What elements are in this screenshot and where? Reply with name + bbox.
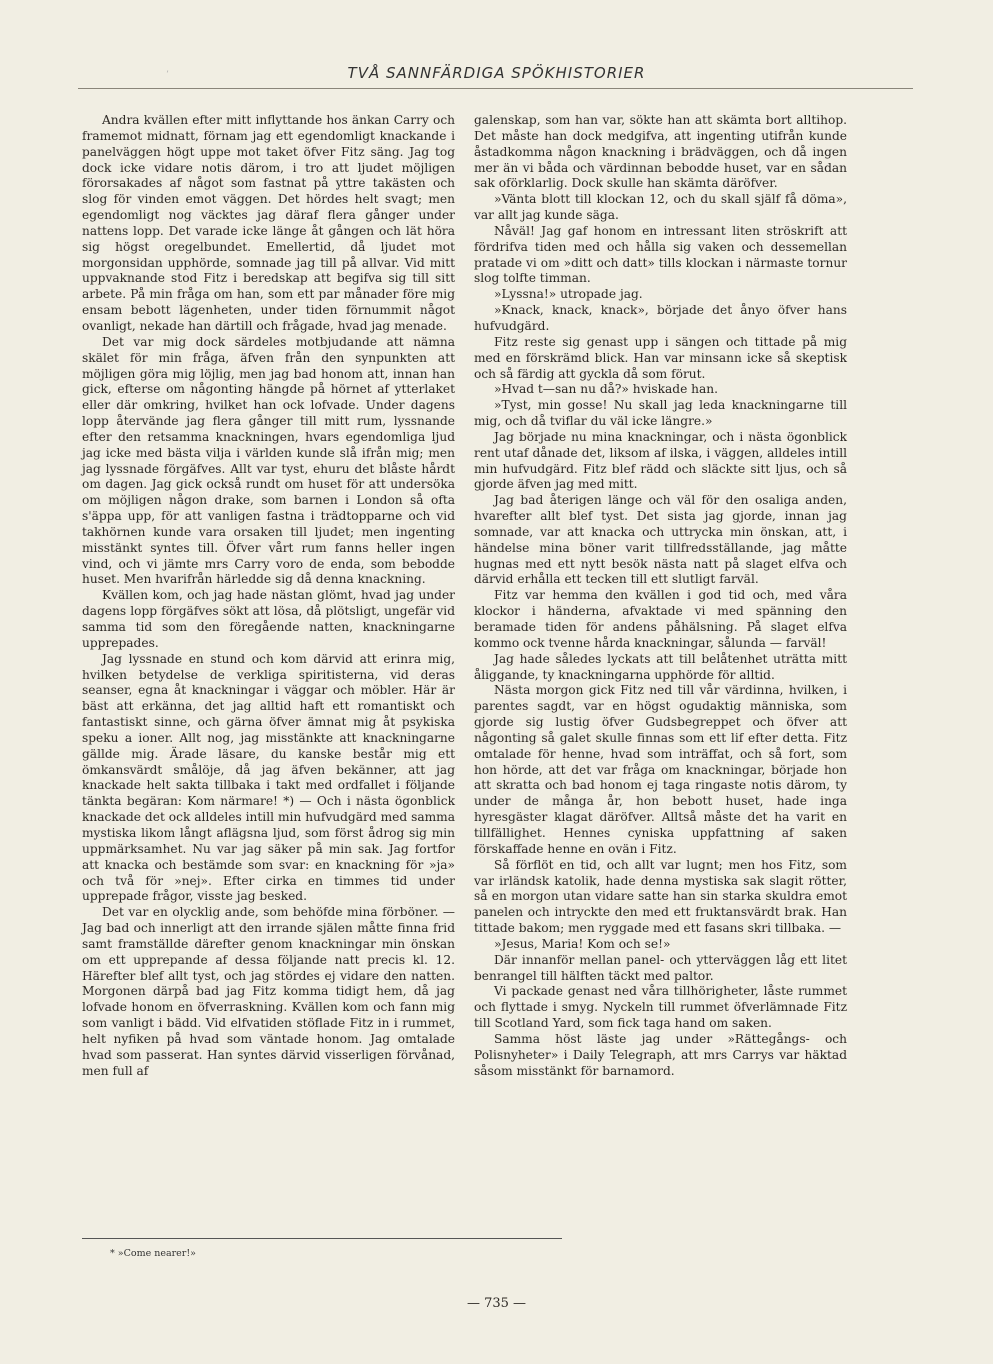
corner-mark: ʼ [166,70,169,79]
paragraph: Jag började nu mina knackningar, och i nästa ögonblick rent utaf dånade det, liksom af ilska, i väggen, alldeles intill min hufvudgärd. Fitz blef rädd och släckte sitt ljus, och så gjorde äfven jag med mitt. [474,429,847,492]
paragraph: Jag hade således lyckats att till belåtenhet uträtta mitt åliggande, ty knackningarna upphörde för alltid. [474,651,847,682]
paragraph: Vi packade genast ned våra tillhörigheter, låste rummet och flyttade i smyg. Nyckeln till rummet öfverlämnade Fitz till Scotland Yard, som fick taga hand om saken. [474,984,847,1031]
paragraph: Det var en olycklig ande, som behöfde mina förböner. — Jag bad och innerligt att den irrande själen måtte finna frid samt framställde därefter genom knackningar min önskan om ett upprepande af dessa följande natt precis kl. 12. Härefter blef allt tyst, och jag stördes ej vidare den natten. Morgonen därpå bad jag Fitz komma tidigt hem, då jag lofvade honom en öfverraskning. Kvällen kom och fann mig som vanligt i bädd. Vid elfvatiden stöflade Fitz in i rummet, helt nyfiken på hvad som väntade honom. Jag omtalade hvad som passerat. Han syntes därvid visserligen förvånad, men full af [82,905,455,1078]
paragraph: Kvällen kom, och jag hade nästan glömt, hvad jag under dagens lopp förgäfves sökt att lösa, då plötsligt, ungefär vid samma tid som den föregående natten, knackningarne upprepades. [82,588,455,650]
paragraph: Det var mig dock särdeles motbjudande att nämna skälet för min fråga, äfven från den synpunkten att möjligen göra mig löjlig, men jag bad honom att, innan han gick, efterse om någonting hängde på hörnet af ytterlaket eller där omkring, hvilket han ock lofvade. Under dagens lopp återvände jag flera gånger till mitt rum, lyssnande efter den retsamma knackningen, hvars egendomliga ljud jag icke med bästa vilja i världen kunde slå ifrån mig; men jag lyssnade förgäfves. Allt var tyst, ehuru det blåste hårdt om dagen. Jag gick också rundt om huset för att undersöka om möjligen någon drake, som barnen i London så ofta s'äppa upp, för att vanligen fastna i trädtopparne och vid takhörnen kunde vara orsaken till ljudet; men ingenting misstänkt syntes till. Öfver vårt rum fanns heller ingen vind, och vi jämte mrs Carry voro de enda, som bebodde huset. Men hvarifrån härledde sig då denna knackning. [82,334,455,587]
paragraph: galenskap, som han var, sökte han att skämta bort alltihop. Det måste han dock medgifva, att ingenting utifrån kunde åstadkomma någon knackning i brädväggen, och då ingen mer än vi båda och värdinnan bebodde huset, var en sådan sak oförklarlig. Dock skulle han skämta däröfver. [474,113,847,191]
footnote-rule [82,1238,562,1239]
paragraph: »Lyssna!» utropade jag. [494,287,643,302]
paragraph: »Knack, knack, knack», började det ånyo öfver hans hufvudgärd. [474,303,847,333]
paragraph: Samma höst läste jag under »Rättegångs- och Polisnyheter» i Daily Telegraph, att mrs Carrys var häktad såsom misstänkt för barnamord. [474,1031,847,1078]
header-rule [78,88,913,89]
paragraph: »Hvad t—san nu då?» hviskade han. [494,382,719,397]
paragraph: Så förflöt en tid, och allt var lugnt; men hos Fitz, som var irländsk katolik, hade denna mystiska sak slagit rötter, så en morgon utan vidare satte han sin starka skuldra emot panelen och intryckte den med ett fruktansvärdt brak. Han tittade bakom; men ryggade med ett fasans skri tillbaka. — [474,857,847,936]
paragraph: Där innanför mellan panel- och ytterväggen låg ett litet benrangel till hälften täckt med paltor. [474,952,847,983]
paragraph: Jag lyssnade en stund och kom därvid att erinra mig, hvilken betydelse de verkliga spiritisterna, vid deras seanser, egna åt knackningar i väggar och möbler. Här är bäst att erkänna, det jag alltid haft ett romantiskt och fantastiskt sinne, och gärna öfver ämnat mig åt psykiska speku a ioner. Allt nog, jag misstänkte att knackningarne gällde mig. Ärade läsare, du kanske består mig ett ömkansvärdt smålöje, då jag äfven bekänner, att jag knackade helt sakta tillbaka i takt med ordfallet i följande tänkta begäran: Kom närmare! *) — Och i nästa ögonblick knackade det ock alldeles intill min hufvudgärd med samma mystiska likom långt aflägsna ljud, som först ådrog sig min uppmärksamhet. Nu var jag säker på min sak. Jag fortfor att knacka och bestämde som svar: en knackning för »ja» och två för »nej». Efter cirka en timmes tid under upprepade frågor, visste jag besked. [82,651,455,904]
paragraph: Andra kvällen efter mitt inflyttande hos änkan Carry och framemot midnatt, förnam jag ett egendomligt knackande i panelväggen högt uppe mot taket öfver Fitz säng. Jag tog dock icke vidare notis därom, i tro att ljudet möjligen förorsakades af något som fastnat på yttre takästen och slog för vinden emot väggen. Det hördes helt svagt; men egendomligt nog väcktes jag däraf flera gånger under nattens lopp. Det varade icke länge åt gången och lät höra sig högst oregelbundet. Emellertid, då ljudet mot morgonsidan upphörde, somnade jag till på allvar. Vid mitt uppvaknande stod Fitz i beredskap att begifva sig till sitt arbete. På min fråga om han, som ett par månader före mig ensam bebott lägenheten, under tiden förnummit något ovanligt, nekade han därtill och frågade, hvad jag menade. [82,113,455,333]
paragraph: Nästa morgon gick Fitz ned till vår värdinna, hvilken, i parentes sagdt, var en högst ogudaktig människa, som gjorde sig lustig öfver Gudsbegreppet och öfver att någonting så galet skulle finnas som ett lif efter detta. Fitz omtalade för henne, hvad som inträffat, och så fort, som hon hörde, att det var fråga om knackningar, började hon att skratta och bad honom ej taga ringaste notis därom, ty under de många år, hon bebott huset, hade inga hyresgäster klagat däröfver. Alltså måste det ha varit en tillfällighet. Hennes cyniska uppfattning af saken förskaffade henne en ovän i Fitz. [474,683,847,856]
right-column [474,113,847,1079]
paragraph: »Vänta blott till klockan 12, och du skall själf få döma», var allt jag kunde säga. [474,192,847,223]
footnote: * »Come nearer!» [110,1248,196,1259]
paragraph: Nåväl! Jag gaf honom en intressant liten ströskrift att fördrifva tiden med och hålla sig vaken och dessemellan pratade vi om »ditt och datt» tills klockan i närmaste tornur slog tolfte timman. [474,223,847,286]
left-column [82,113,455,1079]
paragraph: Jag bad återigen länge och väl för den osaliga anden, hvarefter allt blef tyst. Det sista jag gjorde, innan jag somnade, var att knacka och uttrycka min önskan, att, i händelse mina böner varit tillfredsställande, jag måtte hugnas med ett nytt besök nästa natt på slaget elfva och därvid erhålla ett tecken till ett slutligt farväl. [474,493,847,587]
page-number: — 735 — [466,1296,527,1311]
paragraph: »Tyst, min gosse! Nu skall jag leda knackningarne till mig, och då tviflar du väl icke längre.» [474,398,847,429]
paragraph: »Jesus, Maria! Kom och se!» [494,936,671,951]
running-header: TVÅ SANNFÄRDIGA SPÖKHISTORIER [347,64,646,82]
paragraph: Fitz var hemma den kvällen i god tid och, med våra klockor i händerna, afvaktade vi med spänning den beramade tiden för andens påhälsning. På slaget elfva kommo ock tvenne hårda knackningar, sålunda — farväl! [474,588,847,650]
paragraph: Fitz reste sig genast upp i sängen och tittade på mig med en förskrämd blick. Han var minsann icke så skeptisk och så färdig att gyckla då som förut. [474,334,847,381]
